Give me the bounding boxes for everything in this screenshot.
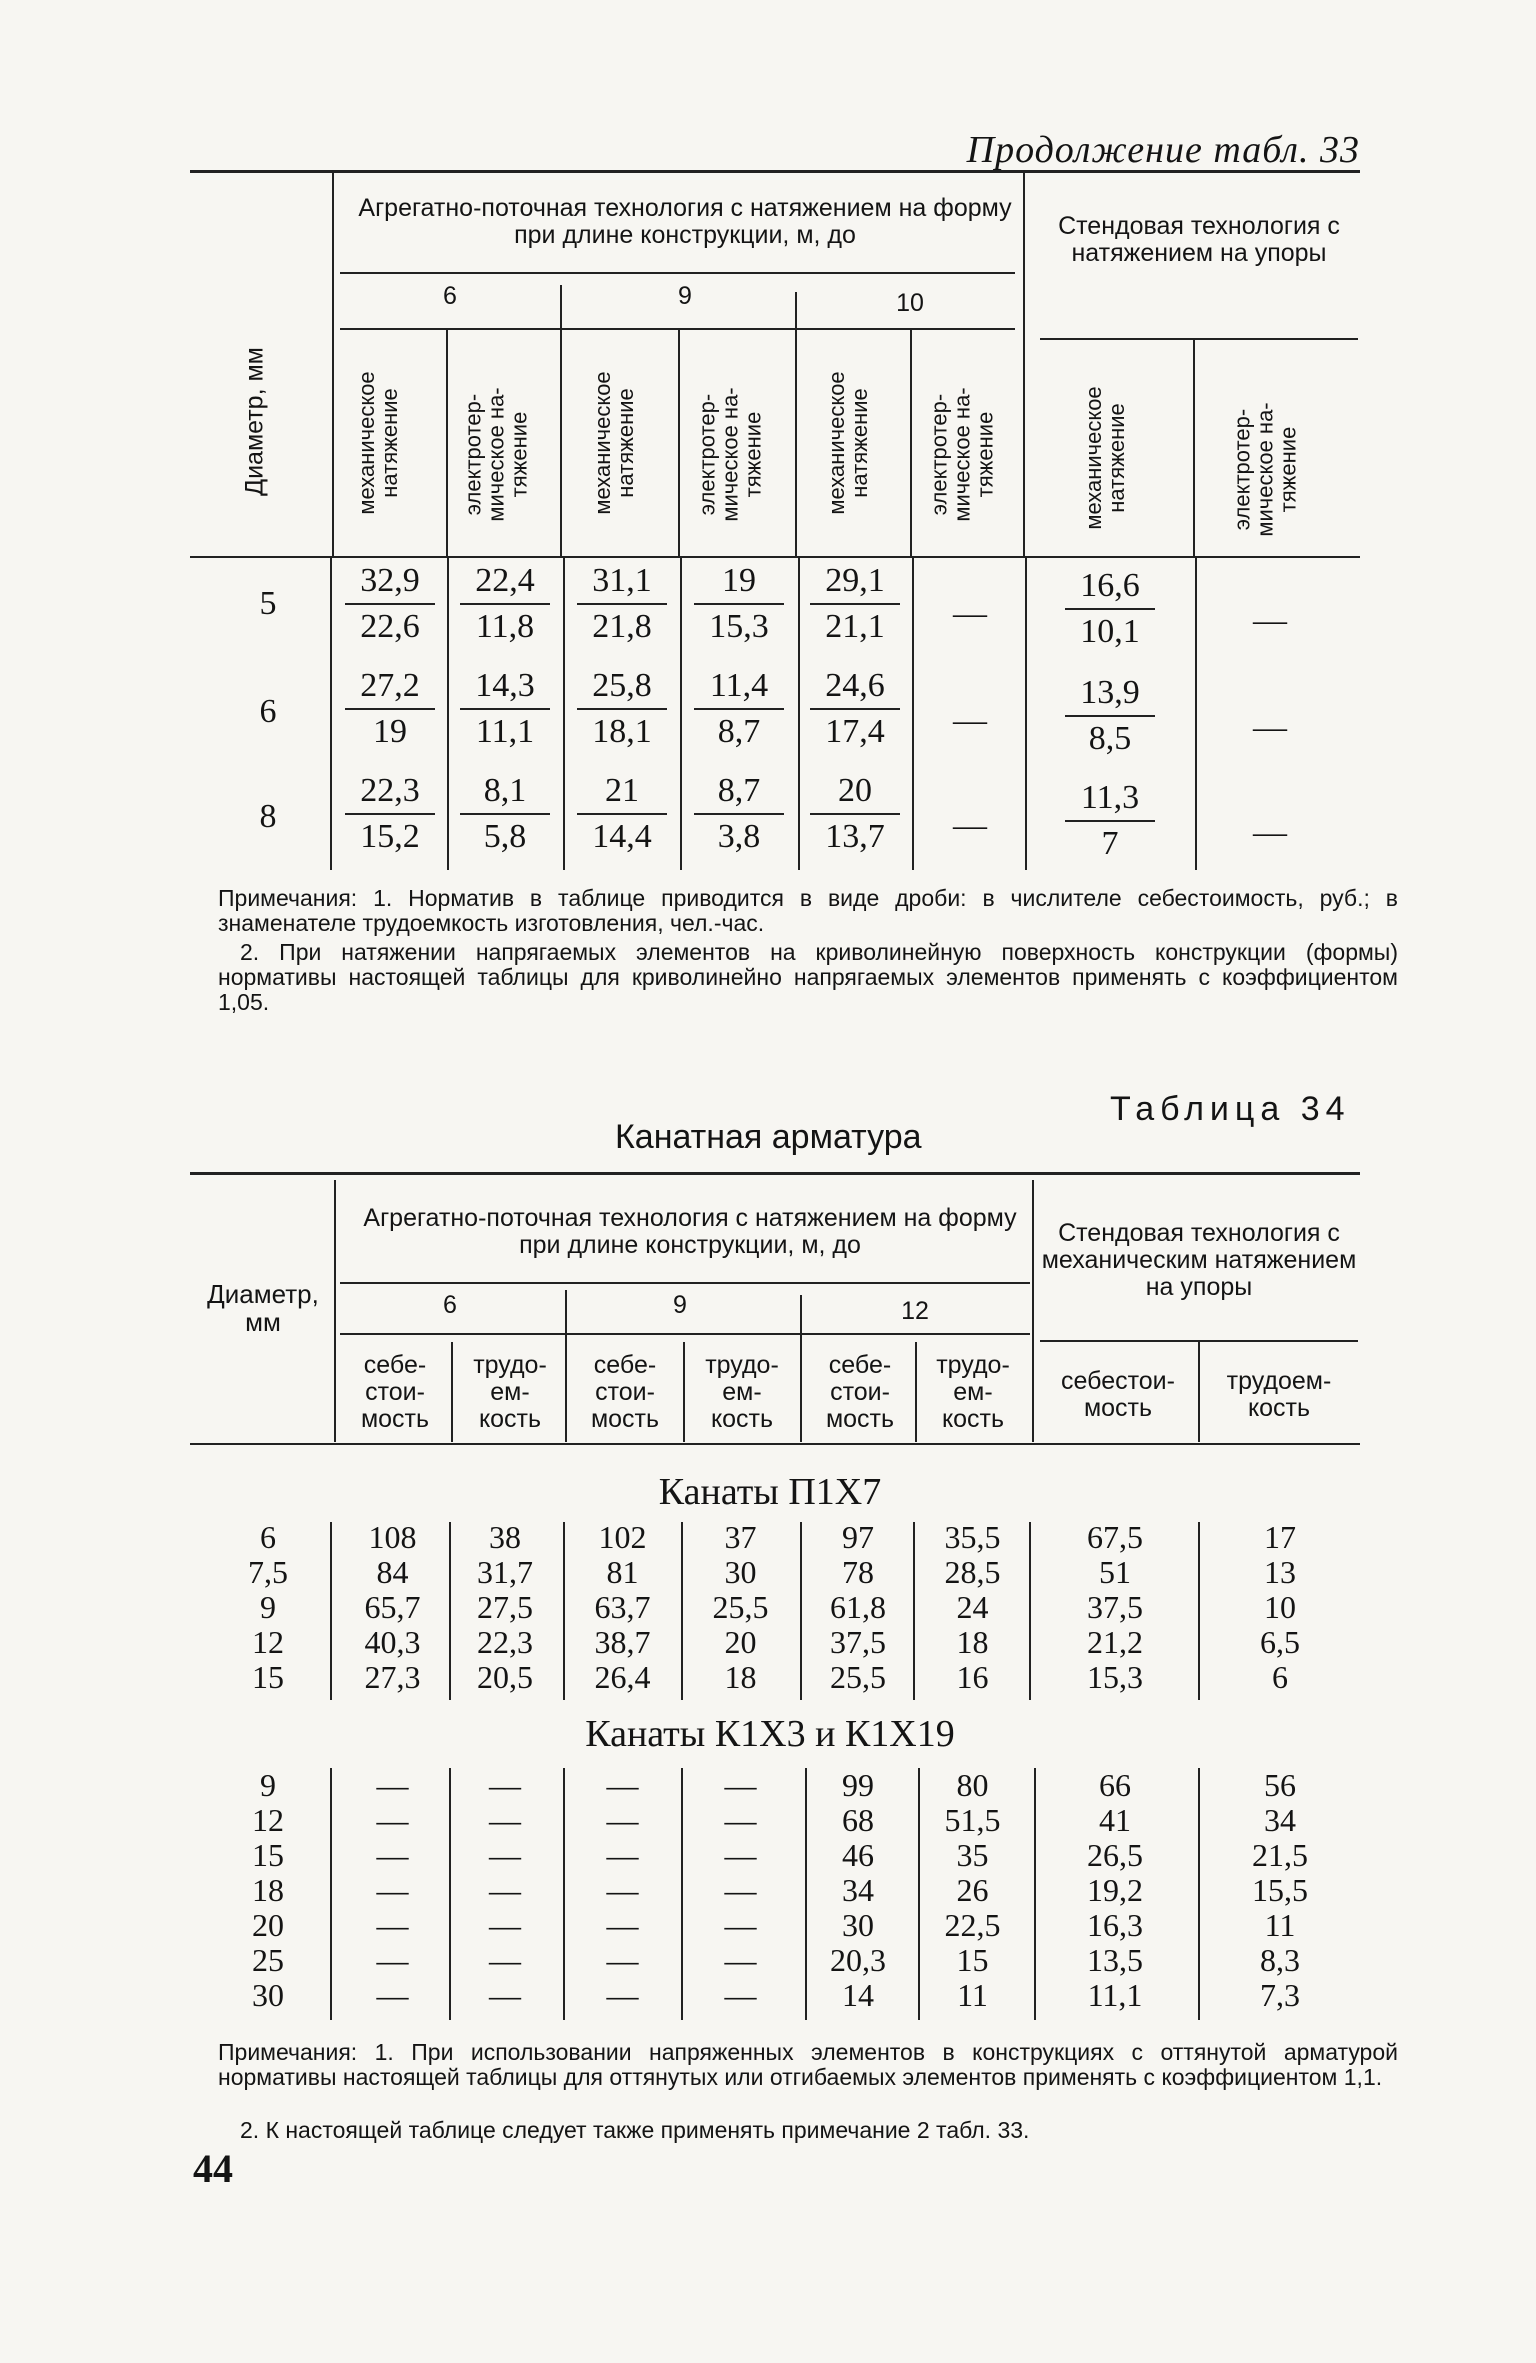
t33-dash-cell: — (953, 595, 987, 632)
t33-note-2: 2. При натяжении напрягаемых элементов на криволинейную поверхность конструкции (формы) нормативы настоящей таблицы для криволинейно напрягаемых элементов применять с коэффициентом 1,05. (218, 939, 1398, 1015)
t34-s2-cell: 35 (956, 1837, 989, 1873)
t34-s2-cell: 41 (1099, 1802, 1131, 1838)
t34-s2-cell: — (606, 1802, 639, 1838)
t34-s2-cell: — (376, 1907, 409, 1943)
t34-s2-diameter: 15 (252, 1837, 284, 1873)
t34-s2-cell: — (724, 1837, 757, 1873)
t33-body-vline-6 (912, 558, 914, 870)
t34-s2-cell: 15,5 (1252, 1872, 1308, 1908)
t34-s2-cell: — (724, 1907, 757, 1943)
t34-stand-header: Стендовая технология с механическим натяжением на упоры (1041, 1219, 1357, 1301)
t34-col-labor-2: трудо- ем- кость (705, 1351, 779, 1433)
t33-vline-sub2 (678, 330, 680, 556)
t33-vline-sub4 (1193, 340, 1195, 556)
t34-s1-vline (681, 1522, 683, 1700)
t33-vline-2 (560, 285, 562, 556)
t34-s2-diameter: 25 (252, 1942, 284, 1978)
t33-fraction-cell: $\frac{24,6}{17,4}$ (810, 668, 900, 750)
t34-s1-cell: 6,5 (1260, 1624, 1300, 1660)
t34-s1-cell: 16 (956, 1659, 989, 1695)
t34-s2-cell: — (606, 1767, 639, 1803)
t34-section-p1x7: Канаты П1Х7 (658, 1471, 882, 1513)
t34-s2-cell: — (489, 1802, 521, 1838)
t34-s1-diameter: 7,5 (248, 1554, 288, 1590)
t34-s1-cell: 84 (376, 1554, 409, 1590)
t34-s1-cell: 18 (956, 1624, 989, 1660)
t34-col-cost-1: себе- стои- мость (360, 1351, 430, 1433)
t34-s2-cell: — (606, 1977, 639, 2013)
t34-s2-cell: — (489, 1942, 521, 1978)
t33-fraction-cell: $\frac{11,4}{8,7}$ (694, 668, 784, 750)
t33-fraction-cell: $\frac{8,7}{3,8}$ (694, 773, 784, 855)
t34-length-6: 6 (443, 1291, 457, 1319)
t34-length-9: 9 (673, 1291, 687, 1319)
t34-s2-cell: — (724, 1977, 757, 2013)
t34-s1-cell: 61,8 (830, 1589, 886, 1625)
t34-agg-header: Агрегатно-поточная технология с натяжением на форму при длине конструкции, м, до (363, 1204, 1017, 1259)
t34-s1-vline (563, 1522, 565, 1700)
t33-body-vline-7 (1025, 558, 1027, 870)
t34-col-labor-1: трудо- ем- кость (473, 1351, 547, 1433)
t34-s2-cell: — (489, 1837, 521, 1873)
t34-s2-cell: — (489, 1907, 521, 1943)
t34-s2-vline (1034, 1768, 1036, 2020)
t34-s1-vline (913, 1522, 915, 1700)
t34-s1-cell: 27,5 (477, 1589, 533, 1625)
t33-col-elec-3: электротер- мическое на- тяжение (926, 387, 998, 522)
t34-s2-cell: 11 (957, 1977, 988, 2013)
t34-s2-diameter: 9 (260, 1767, 276, 1803)
t33-col-mech-1: механическое натяжение (354, 371, 402, 515)
t34-s2-cell: — (489, 1977, 521, 2013)
t34-s1-cell: 20,5 (477, 1659, 533, 1695)
t34-s2-cell: — (376, 1872, 409, 1908)
t34-s1-vline (330, 1522, 332, 1700)
t34-s2-cell: 21,5 (1252, 1837, 1308, 1873)
t34-s2-cell: 22,5 (944, 1907, 1001, 1943)
t33-row-diameter: 8 (259, 798, 277, 835)
t34-col-cost-2: себе- стои- мость (590, 1351, 660, 1433)
t33-vline-3 (795, 292, 797, 556)
t34-s2-cell: — (376, 1942, 409, 1978)
t34-vline-sub2 (683, 1342, 685, 1442)
t33-length-6: 6 (443, 282, 457, 310)
t33-body-vline-8 (1195, 558, 1197, 870)
t33-row-diameter: 5 (259, 585, 277, 622)
t33-dash-cell: — (953, 807, 987, 844)
t33-col-mech-stand: механическое натяжение (1081, 386, 1129, 530)
t33-fraction-cell: $\frac{16,6}{10,1}$ (1065, 568, 1155, 650)
t34-s2-cell: 14 (842, 1977, 874, 2013)
t33-col-elec-1: электротер- мическое на- тяжение (460, 387, 532, 522)
t34-s2-cell: 99 (842, 1767, 874, 1803)
t34-s1-diameter: 12 (252, 1624, 284, 1660)
continuation-label: Продолжение табл. 33 (966, 129, 1360, 171)
t33-fraction-cell: $\frac{8,1}{5,8}$ (460, 773, 550, 855)
t34-s2-cell: — (376, 1767, 409, 1803)
t34-col-cost-stand: себестои- мость (1061, 1367, 1175, 1422)
t33-fraction-cell: $\frac{21}{14,4}$ (577, 773, 667, 855)
t34-s1-cell: 51 (1099, 1554, 1131, 1590)
t34-s1-cell: 27,3 (364, 1659, 421, 1695)
t34-s2-cell: — (724, 1872, 757, 1908)
t33-hline-lengths (340, 272, 1015, 274)
t34-s1-vline (449, 1522, 451, 1700)
t33-vline-1 (332, 172, 334, 556)
t34-vline-3 (800, 1295, 802, 1442)
t34-s1-cell: 28,5 (944, 1554, 1001, 1590)
t34-s1-cell: 102 (598, 1519, 647, 1555)
t33-fraction-cell: $\frac{13,9}{8,5}$ (1065, 675, 1155, 757)
t33-col-mech-2: механическое натяжение (590, 371, 638, 515)
t33-col-elec-2: электротер- мическое на- тяжение (694, 387, 766, 522)
t34-s1-vline (1029, 1522, 1031, 1700)
t34-s1-cell: 78 (842, 1554, 874, 1590)
t33-stand-header: Стендовая технология с натяжением на упоры (1058, 212, 1340, 267)
t34-s1-cell: 65,7 (364, 1589, 421, 1625)
t33-dash-cell: — (1253, 602, 1287, 639)
t34-s1-vline (800, 1522, 802, 1700)
t33-hline-stand (1040, 338, 1358, 340)
t33-length-9: 9 (678, 282, 692, 310)
t34-s1-diameter: 6 (260, 1519, 276, 1555)
t34-s1-cell: 20 (724, 1624, 757, 1660)
t34-s1-cell: 13 (1264, 1554, 1296, 1590)
t34-s2-cell: — (724, 1767, 757, 1803)
t33-fraction-cell: $\frac{22,3}{15,2}$ (345, 773, 435, 855)
t34-s1-cell: 25,5 (830, 1659, 886, 1695)
t33-vline-sub1 (446, 330, 448, 556)
t33-col-mech-3: механическое натяжение (824, 371, 872, 515)
t34-s1-diameter: 9 (260, 1589, 276, 1625)
t34-s1-cell: 35,5 (944, 1519, 1001, 1555)
t34-col-cost-3: себе- стои- мость (825, 1351, 895, 1433)
t34-s2-cell: — (606, 1907, 639, 1943)
t33-fraction-cell: $\frac{19}{15,3}$ (694, 563, 784, 645)
t34-hline-lengths (340, 1282, 1030, 1284)
t34-s2-cell: 30 (842, 1907, 874, 1943)
t34-s2-vline (563, 1768, 565, 2020)
t34-s1-cell: 30 (724, 1554, 757, 1590)
t34-s2-cell: 56 (1264, 1767, 1296, 1803)
t34-title: Канатная арматура (615, 1118, 922, 1156)
t33-fraction-cell: $\frac{22,4}{11,8}$ (460, 563, 550, 645)
t34-s2-cell: 15 (956, 1942, 989, 1978)
t34-s2-cell: — (724, 1802, 757, 1838)
t34-s1-cell: 24 (956, 1589, 989, 1625)
t34-s2-cell: 34 (1264, 1802, 1296, 1838)
t33-dash-cell: — (1253, 709, 1287, 746)
t34-s2-cell: 66 (1099, 1767, 1131, 1803)
t34-diameter-header: Диаметр, мм (207, 1279, 319, 1337)
t34-vline-sub3 (915, 1342, 917, 1442)
t33-fraction-cell: $\frac{20}{13,7}$ (810, 773, 900, 855)
t34-s2-cell: — (489, 1767, 521, 1803)
t33-col-elec-stand: электротер- мическое на- тяжение (1229, 402, 1301, 537)
t34-s1-cell: 40,3 (364, 1624, 421, 1660)
t34-s2-cell: 13,5 (1087, 1942, 1143, 1978)
t33-agg-header: Агрегатно-поточная технология с натяжением на форму при длине конструкции, м, до (358, 194, 1012, 249)
t34-s2-cell: — (376, 1977, 409, 2013)
t34-s1-cell: 67,5 (1087, 1519, 1143, 1555)
t34-s2-cell: 7,3 (1260, 1977, 1300, 2013)
t34-vline-1 (334, 1180, 336, 1442)
t34-s2-cell: 20,3 (830, 1942, 886, 1978)
t34-s2-diameter: 18 (252, 1872, 284, 1908)
t33-length-10: 10 (896, 289, 924, 317)
t34-length-12: 12 (901, 1297, 929, 1325)
t34-col-labor-stand: трудоем- кость (1226, 1367, 1332, 1422)
t34-s1-cell: 37,5 (1087, 1589, 1143, 1625)
t34-table-label: Таблица 34 (1110, 1090, 1351, 1128)
t34-s1-vline (1198, 1522, 1200, 1700)
t34-s2-cell: — (376, 1837, 409, 1873)
t34-s2-vline (449, 1768, 451, 2020)
t34-s2-vline (1198, 1768, 1200, 2020)
t34-s1-cell: 18 (724, 1659, 757, 1695)
t34-s2-cell: 19,2 (1087, 1872, 1143, 1908)
table34-top-rule (190, 1172, 1360, 1175)
t34-s1-cell: 21,2 (1087, 1624, 1143, 1660)
t34-s2-cell: — (376, 1802, 409, 1838)
table34-header-rule (190, 1443, 1360, 1445)
t34-s2-cell: — (606, 1942, 639, 1978)
t34-s2-cell: — (606, 1837, 639, 1873)
t33-note-1: Примечания: 1. Норматив в таблице приводится в виде дроби: в числителе себестоимость, руб.; в знаменателе трудоемкость изготовления, чел.-час. (218, 885, 1398, 936)
t34-s2-cell: 8,3 (1260, 1942, 1300, 1978)
t33-fraction-cell: $\frac{27,2}{19}$ (345, 668, 435, 750)
t34-s2-cell: 80 (956, 1767, 989, 1803)
t34-s1-cell: 63,7 (594, 1589, 651, 1625)
t34-section-k1x3: Канаты К1Х3 и К1Х19 (585, 1713, 955, 1755)
t34-s1-cell: 26,4 (594, 1659, 651, 1695)
t33-body-vline-5 (798, 558, 800, 870)
t33-body-vline-3 (563, 558, 565, 870)
t33-fraction-cell: $\frac{11,3}{7}$ (1065, 780, 1155, 862)
t34-s2-vline (330, 1768, 332, 2020)
table33-top-rule (190, 170, 1360, 173)
table33-header-rule (190, 556, 1360, 558)
t34-s2-vline (805, 1768, 807, 2020)
t33-dash-cell: — (1253, 814, 1287, 851)
t34-s2-diameter: 12 (252, 1802, 284, 1838)
t34-s1-cell: 6 (1272, 1659, 1288, 1695)
t33-body-vline-2 (447, 558, 449, 870)
t33-body-vline-4 (680, 558, 682, 870)
t33-dash-cell: — (953, 702, 987, 739)
t34-s1-cell: 15,3 (1087, 1659, 1143, 1695)
t33-diameter-header: Диаметр, мм (240, 347, 269, 496)
page-number: 44 (193, 2146, 233, 2191)
t34-s1-cell: 38,7 (594, 1624, 651, 1660)
t33-fraction-cell: $\frac{14,3}{11,1}$ (460, 668, 550, 750)
t34-s1-cell: 97 (842, 1519, 874, 1555)
t33-body-vline-1 (330, 558, 332, 870)
t34-s1-cell: 108 (368, 1519, 417, 1555)
t34-s1-cell: 17 (1264, 1519, 1296, 1555)
t34-s2-cell: 11 (1264, 1907, 1296, 1943)
t34-s1-cell: 25,5 (712, 1589, 769, 1625)
t34-s2-cell: 46 (842, 1837, 874, 1873)
t34-s2-cell: — (724, 1942, 757, 1978)
t33-fraction-cell: $\frac{25,8}{18,1}$ (577, 668, 667, 750)
t34-s2-cell: 51,5 (944, 1802, 1001, 1838)
t34-s1-cell: 37,5 (830, 1624, 886, 1660)
t34-s2-diameter: 20 (252, 1907, 284, 1943)
t34-s2-cell: 34 (842, 1872, 874, 1908)
t34-s1-diameter: 15 (252, 1659, 284, 1695)
t34-col-labor-3: трудо- ем- кость (936, 1351, 1010, 1433)
t33-fraction-cell: $\frac{32,9}{22,6}$ (345, 563, 435, 645)
t34-s2-cell: 26,5 (1087, 1837, 1143, 1873)
t34-s2-cell: 26 (956, 1872, 989, 1908)
t33-fraction-cell: $\frac{31,1}{21,8}$ (577, 563, 667, 645)
t34-vline-sub1 (451, 1342, 453, 1442)
t34-s1-cell: 37 (724, 1519, 757, 1555)
t34-s2-cell: — (606, 1872, 639, 1908)
t34-s1-cell: 10 (1264, 1589, 1296, 1625)
t33-vline-sub3 (910, 330, 912, 556)
t34-s1-cell: 81 (606, 1554, 639, 1590)
t34-s2-diameter: 30 (252, 1977, 284, 2013)
t33-fraction-cell: $\frac{29,1}{21,1}$ (810, 563, 900, 645)
t34-note-2: 2. К настоящей таблице следует также применять примечание 2 табл. 33. (240, 2117, 1030, 2143)
t33-row-diameter: 6 (259, 693, 277, 730)
t34-s2-cell: — (489, 1872, 521, 1908)
t34-s2-cell: 16,3 (1087, 1907, 1143, 1943)
t34-s2-cell: 11,1 (1087, 1977, 1143, 2013)
t34-hline-sub (340, 1333, 1030, 1335)
t34-s1-cell: 38 (489, 1519, 521, 1555)
t34-note-1: Примечания: 1. При использовании напряженных элементов в конструкциях с оттянутой арматурой нормативы настоящей таблицы для оттянутых или отгибаемых элементов применять с коэффициентом 1,1. (218, 2039, 1398, 2090)
t34-s2-cell: 68 (842, 1802, 874, 1838)
t34-s1-cell: 31,7 (477, 1554, 533, 1590)
t34-s1-cell: 22,3 (477, 1624, 533, 1660)
t34-s2-vline (681, 1768, 683, 2020)
t34-vline-2 (565, 1290, 567, 1442)
